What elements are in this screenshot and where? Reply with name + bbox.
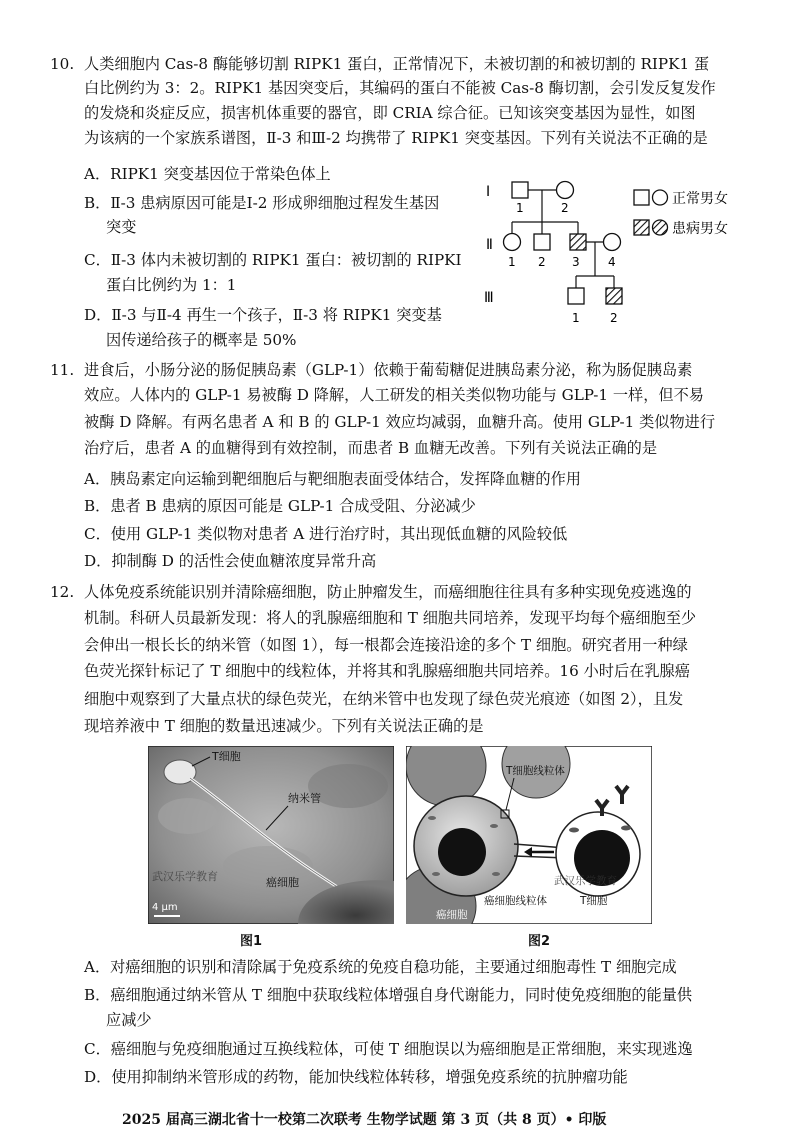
pedigree-female-normal	[504, 234, 521, 251]
fig1-label-t-cell: T细胞	[212, 750, 241, 763]
q12-stem-line: 现培养液中 T 细胞的数量迅速减少。下列有关说法正确的是	[84, 717, 484, 735]
figure-1-micrograph	[148, 746, 394, 924]
gen-label: Ⅲ	[484, 290, 494, 306]
fig2-watermark: 武汉乐学教育	[554, 875, 617, 887]
pedigree-id: 2	[538, 255, 546, 269]
fig2-label-cancer-mito: 癌细胞线粒体	[484, 895, 547, 907]
q12-stem-line: 机制。科研人员最新发现：将人的乳腺癌细胞和 T 细胞共同培养，发现平均每个癌细胞至少	[84, 609, 697, 627]
q11-option-d: D．抑制酶 D 的活性会使血糖浓度异常升高	[84, 552, 377, 570]
q10-option-d: D．Ⅱ-3 与Ⅱ-4 再生一个孩子，Ⅱ-3 将 RIPK1 突变基	[84, 306, 442, 324]
page-footer: 2025 届高三湖北省十一校第二次联考 生物学试题 第 3 页（共 8 页）• 印版	[122, 1112, 607, 1128]
gen-label: Ⅰ	[486, 184, 491, 200]
q10-option-b-cont: 突变	[106, 218, 137, 236]
pedigree-id: 1	[508, 255, 516, 269]
fig1-label-nanotube: 纳米管	[288, 792, 321, 805]
pedigree-chart	[478, 170, 768, 330]
figure-2-schematic	[406, 746, 652, 924]
q12-stem-line: 色荧光探针标记了 T 细胞中的线粒体，并将其和乳腺癌细胞共同培养。16 小时后在乳腺癌	[84, 662, 690, 680]
q11-option-c: C．使用 GLP-1 类似物对患者 A 进行治疗时，其出现低血糖的风险较低	[84, 525, 568, 543]
q10-stem-line: 为该病的一个家族系谱图，Ⅱ-3 和Ⅲ-2 均携带了 RIPK1 突变基因。下列有关说法不正确的是	[84, 129, 708, 147]
q11-stem-line: 进食后，小肠分泌的肠促胰岛素（GLP-1）依赖于葡萄糖促进胰岛素分泌，称为肠促胰岛素	[84, 361, 693, 379]
legend-female-affected	[653, 220, 668, 235]
legend-normal-label: 正常男女	[672, 191, 728, 207]
fig1-label-cancer: 癌细胞	[266, 876, 299, 889]
pedigree-id: 4	[608, 255, 616, 269]
gen-label: Ⅱ	[486, 237, 493, 253]
fig2-label-t-cell: T细胞	[580, 895, 608, 907]
legend-male-normal	[634, 190, 649, 205]
pedigree-female-normal	[557, 182, 574, 199]
fig2-label-cancer: 癌细胞	[436, 909, 468, 921]
q12-option-d: D．使用抑制纳米管形成的药物，能加快线粒体转移，增强免疫系统的抗肿瘤功能	[84, 1068, 628, 1086]
pedigree-male-normal	[534, 234, 550, 250]
q11-stem-line: 被酶 D 降解。有两名患者 A 和 B 的 GLP-1 效应均减弱，血糖升高。使用 GLP-1 类似物进行	[84, 413, 716, 431]
q11-stem-line: 治疗后，患者 A 的血糖得到有效控制，而患者 B 血糖无改善。下列有关说法正确的是	[84, 439, 658, 457]
pedigree-id: 2	[561, 201, 569, 215]
q12-number: 12.	[50, 583, 75, 601]
legend-affected-label: 患病男女	[672, 221, 728, 237]
pedigree-male-normal	[568, 288, 584, 304]
q11-number: 11.	[50, 361, 75, 379]
pedigree-id: 1	[516, 201, 524, 215]
q10-stem-line: 人类细胞内 Cas-8 酶能够切割 RIPK1 蛋白，正常情况下，未被切割的和被切割的 RIPK1 蛋	[84, 55, 710, 73]
legend-female-normal	[653, 190, 668, 205]
fig1-scale-bar: 4 μm	[152, 902, 178, 913]
pedigree-id: 3	[572, 255, 580, 269]
q10-option-a: A．RIPK1 突变基因位于常染色体上	[84, 165, 331, 183]
q12-option-b-cont: 应减少	[106, 1011, 152, 1029]
q10-option-c: C．Ⅱ-3 体内未被切割的 RIPK1 蛋白：被切割的 RIPKI	[84, 251, 462, 269]
q12-stem-line: 细胞中观察到了大量点状的绿色荧光，在纳米管中也发现了绿色荧光痕迹（如图 2），且发	[84, 690, 684, 708]
q11-option-a: A．胰岛素定向运输到靶细胞后与靶细胞表面受体结合，发挥降血糖的作用	[84, 470, 581, 488]
fig1-watermark: 武汉乐学教育	[152, 870, 218, 883]
q12-option-b: B．癌细胞通过纳米管从 T 细胞中获取线粒体增强自身代谢能力，同时使免疫细胞的能量供	[84, 986, 693, 1004]
q12-stem-line: 人体免疫系统能识别并清除癌细胞，防止肿瘤发生，而癌细胞往往具有多种实现免疫逃逸的	[84, 583, 692, 601]
pedigree-male-normal	[512, 182, 528, 198]
pedigree-id: 1	[572, 311, 580, 325]
fig2-caption: 图2	[528, 934, 551, 949]
q11-stem-line: 效应。人体内的 GLP-1 易被酶 D 降解，人工研发的相关类似物功能与 GLP-1 一样，但不易	[84, 386, 704, 404]
pedigree-id: 2	[610, 311, 618, 325]
pedigree-male-affected	[570, 234, 586, 250]
fig2-label-t-mito: T细胞线粒体	[506, 765, 565, 777]
q10-stem-line: 白比例约为 3：2。RIPK1 基因突变后，其编码的蛋白不能被 Cas-8 酶切割，会引发反复发作	[84, 79, 716, 97]
pedigree-male-affected	[606, 288, 622, 304]
q12-option-c: C．癌细胞与免疫细胞通过互换线粒体，可使 T 细胞误以为癌细胞是正常细胞，来实现逃逸	[84, 1040, 693, 1058]
fig1-caption: 图1	[240, 934, 263, 949]
legend-male-affected	[634, 220, 649, 235]
q10-option-d-cont: 因传递给孩子的概率是 50%	[106, 331, 297, 349]
q10-number: 10.	[50, 55, 75, 73]
q12-option-a: A．对癌细胞的识别和清除属于免疫系统的免疫自稳功能，主要通过细胞毒性 T 细胞完成	[84, 958, 677, 976]
q10-option-b: B．Ⅱ-3 患病原因可能是Ⅰ-2 形成卵细胞过程发生基因	[84, 194, 440, 212]
q10-stem-line: 的发烧和炎症反应，损害机体重要的器官，即 CRIA 综合征。已知该突变基因为显性，如图	[84, 104, 696, 122]
q12-stem-line: 会伸出一根长长的纳米管（如图 1），每一根都会连接沿途的多个 T 细胞。研究者用一种绿	[84, 636, 688, 654]
pedigree-female-normal	[604, 234, 621, 251]
q11-option-b: B．患者 B 患病的原因可能是 GLP-1 合成受阻、分泌减少	[84, 497, 476, 515]
q10-option-c-cont: 蛋白比例约为 1：1	[106, 276, 237, 294]
